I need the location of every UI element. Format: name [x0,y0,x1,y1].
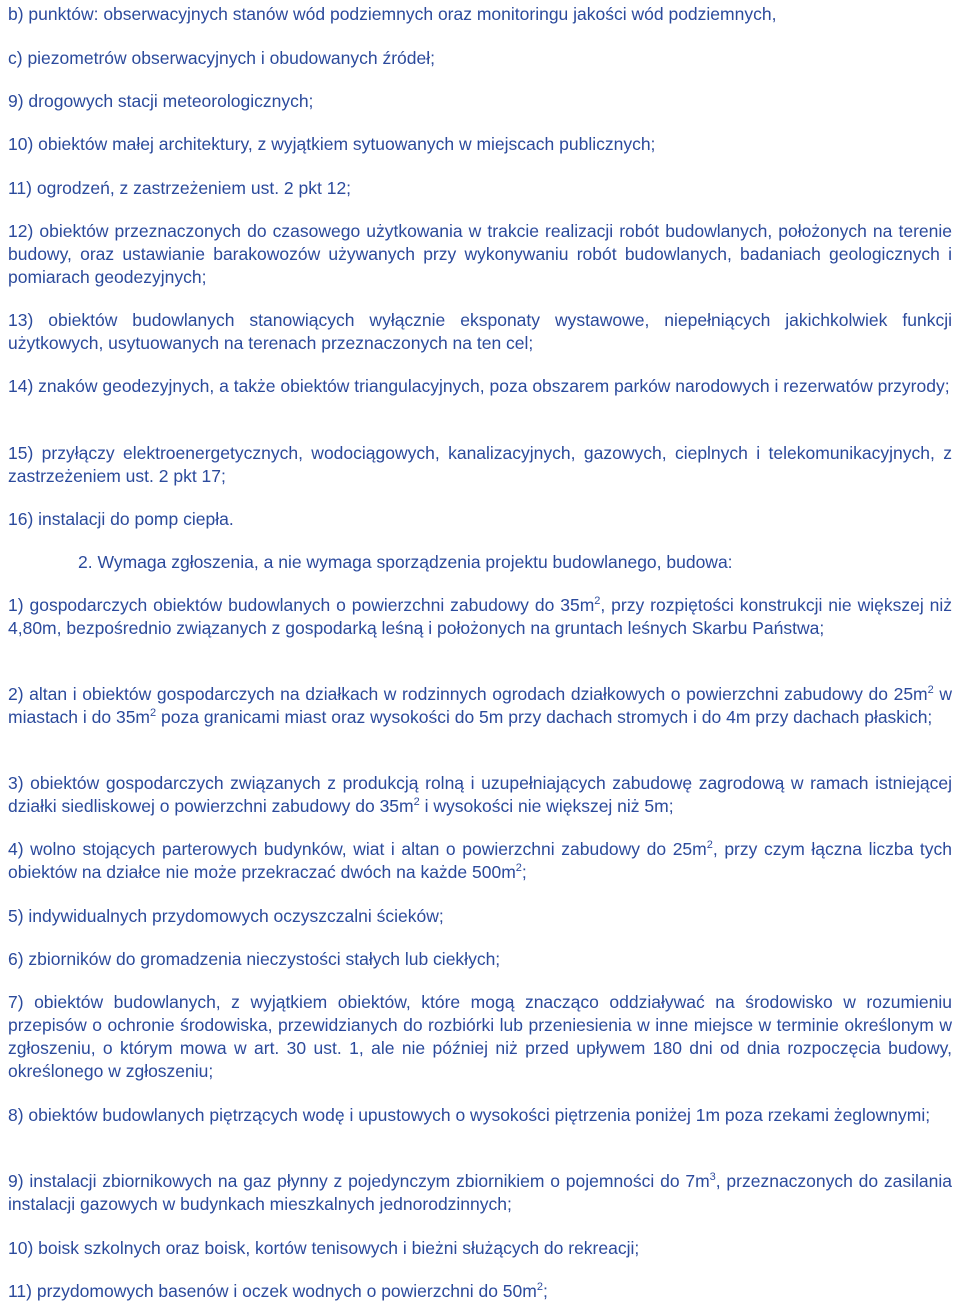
item-10: 10) obiektów małej architektury, z wyjątkiem sytuowanych w miejscach publicznych; [8,134,656,154]
s2-item-6: 6) zbiorników do gromadzenia nieczystości stałych lub ciekłych; [8,949,501,969]
item-11: 11) ogrodzeń, z zastrzeżeniem ust. 2 pkt 12; [8,178,352,198]
s2-item-1: 1) gospodarczych obiektów budowlanych o powierzchni zabudowy do $35m^2$, przy rozpiętości konstrukcji nie większej niż 4,80m, bezpośrednio związanych z gospodarką leśną i położonych na gruntach leśnych Skarbu Państwa; [8,595,952,638]
s2-item-10: 10) boisk szkolnych oraz boisk, kortów tenisowych i bieżni służących do rekreacji; [8,1238,640,1258]
item-16: 16) instalacji do pomp ciepła. [8,509,234,529]
s2-item-2: 2) altan i obiektów gospodarczych na działkach w rodzinnych ogrodach działkowych o powierzchni zabudowy do $25m^2$ w miastach i do $35m^2$ poza granicami miast oraz wysokości do 5m przy dachach stromych i do 4m przy dachach płaskich; [8,684,953,727]
item-12: 12) obiektów przeznaczonych do czasowego użytkowania w trakcie realizacji robót budowlanych, położonych na terenie budowy, oraz ustawianie barakowozów używanych przy wykonywaniu robót budowlanych, badaniach geologicznych i pomiarach geodezyjnych; [8,221,952,287]
s2-item-8: 8) obiektów budowlanych piętrzących wodę i upustowych o wysokości piętrzenia poniżej 1m poza rzekami żeglownymi; [8,1105,931,1125]
item-9: 9) drogowych stacji meteorologicznych; [8,91,314,111]
s2-item-4: 4) wolno stojących parterowych budynków, wiat i altan o powierzchni zabudowy do $25m^2$, przy czym łączna liczba tych obiektów na działce nie może przekraczać dwóch na każde $500m^2$; [8,839,953,882]
s2-item-7: 7) obiektów budowlanych, z wyjątkiem obiektów, które mogą znacząco oddziaływać na środowisko w rozumieniu przepisów o ochronie środowiska, przewidzianych do rozbiórki lub przeniesienia w inne miejsce w terminie określonym w zgłoszeniu, o którym mowa w art. 30 ust. 1, ale nie później niż przed upływem 180 dni od dnia rozpoczęcia budowy, określonego w zgłoszeniu; [8,992,952,1081]
item-14: 14) znaków geodezyjnych, a także obiektów triangulacyjnych, poza obszarem parków narodowych i rezerwatów przyrody; [8,376,950,396]
item-15: 15) przyłączy elektroenergetycznych, wodociągowych, kanalizacyjnych, gazowych, cieplnych i telekomunikacyjnych, z zastrzeżeniem ust. 2 pkt 17; [8,443,952,486]
s2-item-3: 3) obiektów gospodarczych związanych z produkcją rolną i uzupełniających zabudowę zagrodową w ramach istniejącej działki siedliskowej o powierzchni zabudowy do $35m^2$ i wysokości nie większej niż 5m; [8,773,952,816]
s2-item-11: 11) przydomowych basenów i oczek wodnych o powierzchni do $50m^2$; [8,1281,548,1301]
s2-item-9: 9) instalacji zbiornikowych na gaz płynny z pojedynczym zbiornikiem o pojemności do $7m^3$, przeznaczonych do zasilania instalacji gazowych w budynkach mieszkalnych jednorodzinnych; [8,1171,953,1214]
item-13: 13) obiektów budowlanych stanowiących wyłącznie eksponaty wystawowe, niepełniących jakichkolwiek funkcji użytkowych, usytuowanych na terenach przeznaczonych na ten cel; [8,310,952,353]
s2-item-5: 5) indywidualnych przydomowych oczyszczalni ścieków; [8,906,444,926]
section-2-heading: 2. Wymaga zgłoszenia, a nie wymaga sporządzenia projektu budowlanego, budowa: [78,552,733,572]
item-c: c) piezometrów obserwacyjnych i obudowanych źródeł; [8,48,436,68]
item-b: b) punktów: obserwacyjnych stanów wód podziemnych oraz monitoringu jakości wód podziemnych, [8,4,777,24]
